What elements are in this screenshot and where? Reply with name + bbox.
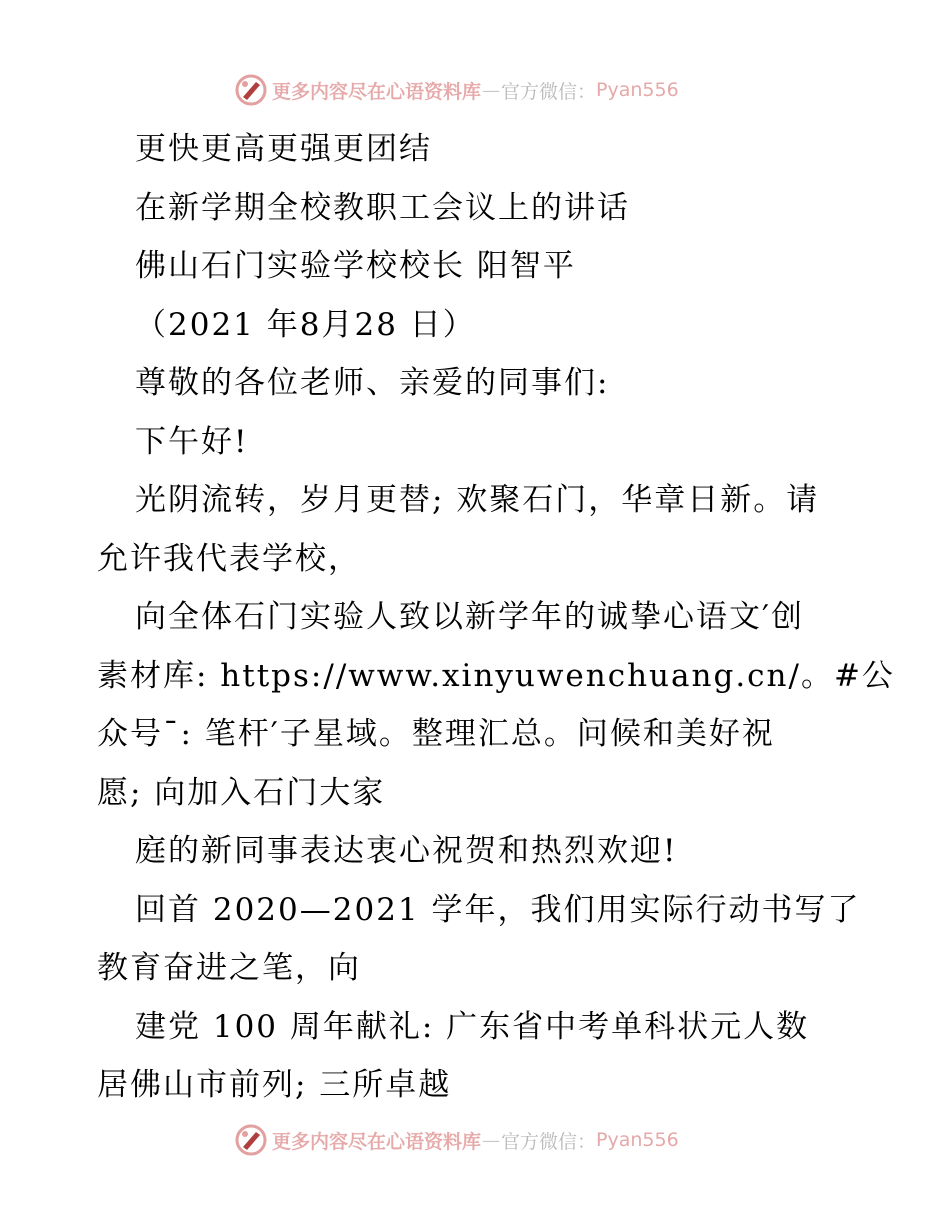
watermark-main-text: 更多内容尽在心语资料库	[272, 1130, 482, 1153]
paragraph-line: 允许我代表学校，	[97, 540, 361, 577]
paragraph-line: 下午好!	[135, 423, 249, 460]
watermark-main-text: 更多内容尽在心语资料库	[272, 80, 482, 103]
paragraph-line: 居佛山市前列; 三所卓越	[97, 1067, 452, 1103]
paragraph-line: 众号¯: 笔杆′子星域。整理汇总。问候和美好祝	[97, 716, 775, 752]
watermark-dash: —	[482, 79, 501, 101]
document-body	[97, 120, 895, 1115]
watermark-sub-text: 官方微信：	[501, 1130, 597, 1153]
watermark-sub-text: 官方微信：	[501, 80, 597, 103]
watermark-banner-bottom	[234, 1122, 679, 1158]
logo-seal-icon	[234, 1123, 268, 1157]
watermark-banner-top	[234, 72, 679, 108]
paragraph-line: 向全体石门实验人致以新学年的诚挚心语文′创	[135, 599, 805, 635]
document-title: 更快更高更强更团结	[135, 131, 432, 167]
paragraph-line: 光阴流转，岁月更替; 欢聚石门，华章日新。请	[135, 482, 820, 518]
document-date: （2021 年8月28 日）	[135, 306, 476, 343]
watermark-id: Pyan556	[596, 1129, 679, 1151]
paragraph-line: 庭的新同事表达衷心祝贺和热烈欢迎!	[135, 833, 678, 869]
paragraph-line: 愿; 向加入石门大家	[97, 774, 386, 811]
paragraph-line: 回首 2020—2021 学年，我们用实际行动书写了	[135, 891, 861, 928]
document-author: 佛山石门实验学校校长 阳智平	[135, 248, 576, 284]
paragraph-line: 教育奋进之笔，向	[97, 950, 361, 986]
document-subtitle: 在新学期全校教职工会议上的讲话	[135, 189, 630, 226]
watermark-id: Pyan556	[596, 79, 679, 101]
paragraph-line: 素材库: https://www.xinyuwenchuang.cn/。#公	[97, 657, 895, 694]
watermark-dash: —	[482, 1129, 501, 1151]
paragraph-line: 建党 100 周年献礼: 广东省中考单科状元人数	[135, 1008, 810, 1045]
logo-seal-icon	[234, 73, 268, 107]
paragraph-line: 尊敬的各位老师、亲爱的同事们:	[135, 365, 610, 401]
